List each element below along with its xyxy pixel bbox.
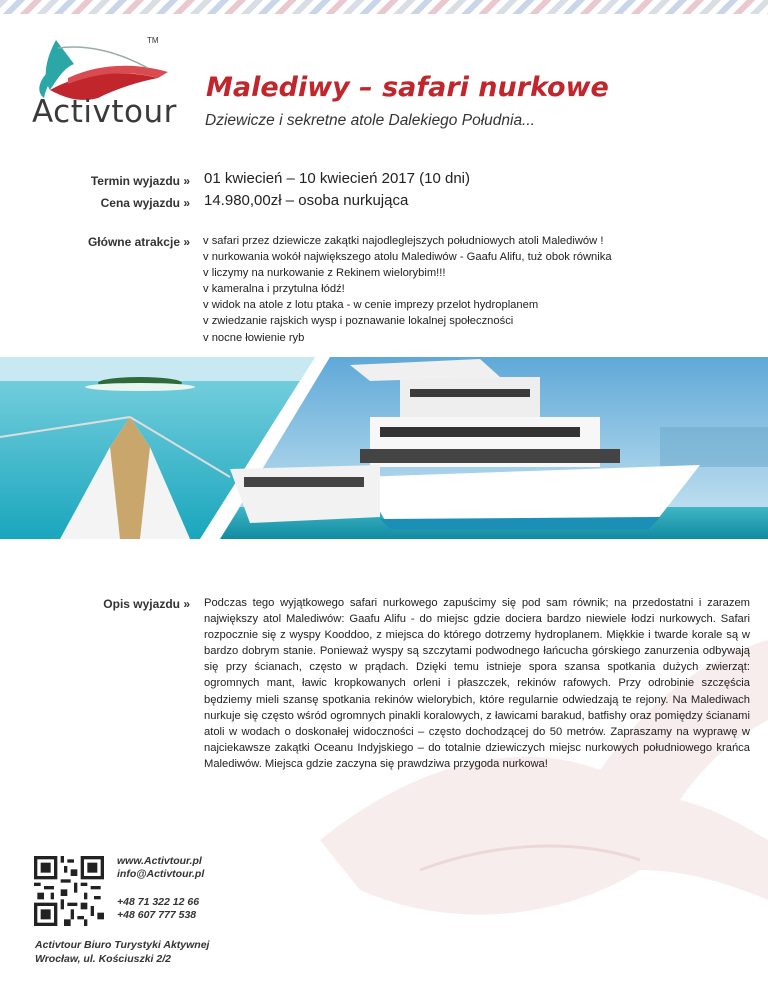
date-value: 01 kwiecień – 10 kwiecień 2017 (10 dni) xyxy=(204,170,470,187)
company-info xyxy=(35,938,209,966)
description-label: Opis wyjazdu » xyxy=(103,597,190,611)
attractions-list xyxy=(203,233,612,346)
phone-1: +48 71 322 12 66 xyxy=(117,896,200,908)
price-value: 14.980,00zł – osoba nurkująca xyxy=(204,192,409,209)
attractions-label: Główne atrakcje » xyxy=(87,235,190,249)
date-label: Termin wyjazdu » xyxy=(90,174,190,188)
attraction-item: v liczymy na nurkowanie z Rekinem wielorybim!!! xyxy=(203,267,446,280)
attraction-item: v safari przez dziewicze zakątki najodleglejszych południowych atoli Malediwów ! xyxy=(203,235,604,247)
attraction-item: v nurkowania wokół największego atolu Malediwów - Gaafu Alifu, tuż obok równika xyxy=(203,251,612,264)
description-text: Podczas tego wyjątkowego safari nurkowego zapuścimy się pod sam równik; na przedostatni i zarazem największy atol Malediwów: Gaafu Alifu - do miejsc gdzie dociera bardzo niewiele łodzi nurkowych. Safari rozpocznie się z wyspy Kooddoo, z miejsca do którego dotrzemy hydroplanem. Miękkie i twarde korale są w bardzo dobrym stanie. Ponieważ wyspy są szczytami podwodnego łańcucha górskiego zanurzenia odbywają się przy ścianach, często w prądach. Dzięki temu istnieje spora szansa spotkania dużych zwierząt: ogromnych mant, ławic kropkowanych orleni i płaszczek, rekinów rafowych. Przy odrobinie szczęścia będziemy mieli szansę spotkania rekinów wielorybich, które regularnie odwiedzają te rejony. Na Malediwach nurkuje się często wśród ogromnych pinakli koralowych, z ławicami barakud, batfishy oraz pomiędzy ścianami atoli w wodach o doskonałej widoczności – często dochodzącej do 50 metrów. Zapraszamy na wyprawę w najciekawsze zakątki Oceanu Indyjskiego – do totalnie dziewiczych miejsc nurkowych południowego krańca Malediwów. Miejsca gdzie zaczyna się prawdziwa przygoda nurkowa! xyxy=(204,597,750,770)
attraction-item: v zwiedzanie rajskich wysp i poznawanie lokalnej społeczności xyxy=(203,315,514,328)
price-label: Cena wyjazdu » xyxy=(100,196,190,210)
attraction-item: v widok na atole z lotu ptaka - w cenie imprezy przelot hydroplanem xyxy=(203,299,539,312)
website-link[interactable]: www.Activtour.pl xyxy=(117,855,202,867)
attraction-item: v nocne łowienie ryb xyxy=(203,331,305,344)
company-address: Wrocław, ul. Kościuszki 2/2 xyxy=(35,953,171,965)
page-subtitle: Dziewicze i sekretne atole Dalekiego Południa... xyxy=(205,112,535,129)
dive-boat-photo-banner xyxy=(0,357,768,539)
brand-name: Activtour xyxy=(32,94,177,130)
top-decorative-stripe xyxy=(0,0,768,14)
phone-2: +48 607 777 538 xyxy=(117,909,197,921)
attraction-item: v kameralna i przytulna łódź! xyxy=(203,283,345,296)
company-name: Activtour Biuro Turystyki Aktywnej xyxy=(35,939,210,951)
page-title: Malediwy – safari nurkowe xyxy=(206,72,609,103)
qr-code-icon xyxy=(34,856,104,926)
trademark-mark: TM xyxy=(147,36,159,45)
email-link[interactable]: info@Activtour.pl xyxy=(117,868,205,880)
